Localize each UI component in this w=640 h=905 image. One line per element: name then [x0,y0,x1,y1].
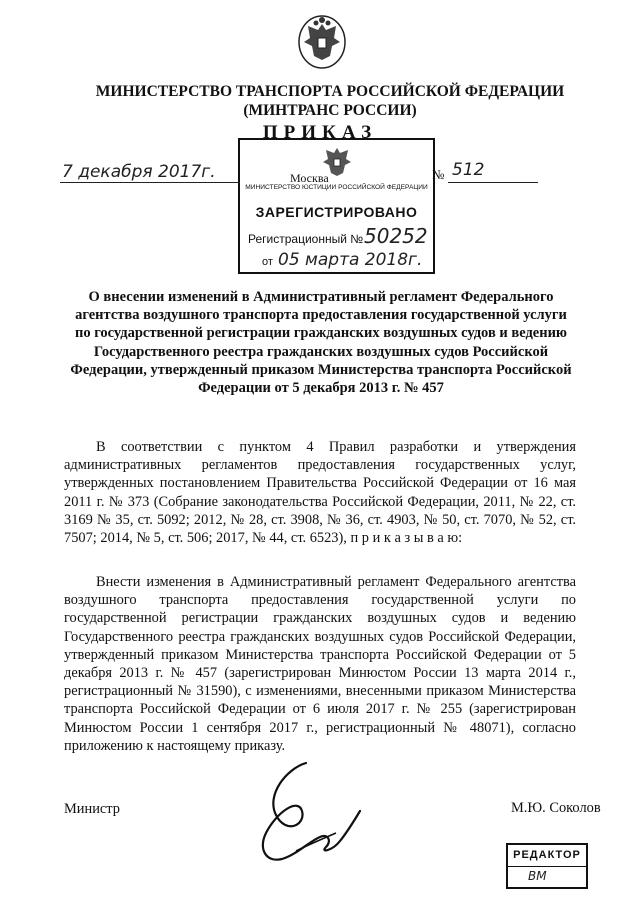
signatory-position: Министр [64,801,120,817]
order-number: 512 [452,160,485,180]
document-type: ПРИКАЗ [262,122,378,143]
editor-initials: ВМ [528,869,547,883]
editor-divider [508,866,586,867]
order-date: 7 декабря 2017г. [62,162,216,182]
stamp-ministry: МИНИСТЕРСТВО ЮСТИЦИИ РОССИЙСКОЙ ФЕДЕРАЦИИ [245,184,428,191]
registration-stamp [238,138,435,274]
stamp-registered: ЗАРЕГИСТРИРОВАНО [255,204,418,220]
coat-of-arms-emblem [296,14,348,70]
ministry-name: МИНИСТЕРСТВО ТРАНСПОРТА РОССИЙСКОЙ ФЕДЕРАЦИИ [95,83,565,100]
signatory-name: М.Ю. Соколов [511,800,601,816]
paragraph-preamble: В соответствии с пунктом 4 Правил разработки и утверждения административных регламентов предоставления государственных услуг, утвержденных постановлением Правительства Российской Федерации от 16 мая 2011 г. № 373 (Собрание законодательства Российской Федерации, 2011, № 22, ст. 3169 № 35, ст. 5092; 2012, № 28, ст. 3908, № 36, ст. 4903, № 50, ст. 7070, № 52, ст. 7507; 2014, № 5, ст. 506; 2017, № 44, ст. 6523), п р и к а з ы в а ю: [64,439,576,547]
stamp-from-date: 05 марта 2018г. [278,250,423,270]
handwritten-signature [236,755,366,875]
editor-stamp [506,843,588,889]
paragraph-order: Внести изменения в Административный регламент Федерального агентства воздушного транспорта предоставления государственной услуги по государственной регистрации гражданских воздушных судов и ведению Государственного реестра гражданских воздушных судов Российской Федерации, утвержденный приказом Министерства транспорта Российской Федерации от 5 декабря 2013 г. № 457 (зарегистрирован Минюстом России 13 марта 2014 г., регистрационный № 31590), с изменениями, внесенными приказом Министерства транспорта Российской Федерации от 6 июля 2017 г. № 255 (зарегистрирован Минюстом России 1 сентября 2017 г., регистрационный № 48071), согласно приложению к настоящему приказу. [64,574,576,754]
ministry-short-name: (МИНТРАНС РОССИИ) [243,102,417,119]
number-sign: № [432,167,445,182]
stamp-reg-label: Регистрационный № [248,232,364,246]
editor-label: РЕДАКТОР [513,849,581,861]
document-title: О внесении изменений в Административный регламент Федерального агентства воздушного транспорта предоставления государственной услуги по государственной регистрации гражданских воздушных судов и ведению Государственного реестра гражданских воздушных судов Российской Федерации, утвержденный приказом Министерства транспорта Российской Федерации от 5 декабря 2013 г. № 457 [70,289,572,397]
date-underline [60,182,240,183]
stamp-from-label: от [262,256,273,268]
city: Москва [290,171,329,185]
number-underline [448,182,538,183]
stamp-reg-number: 50252 [364,224,428,248]
